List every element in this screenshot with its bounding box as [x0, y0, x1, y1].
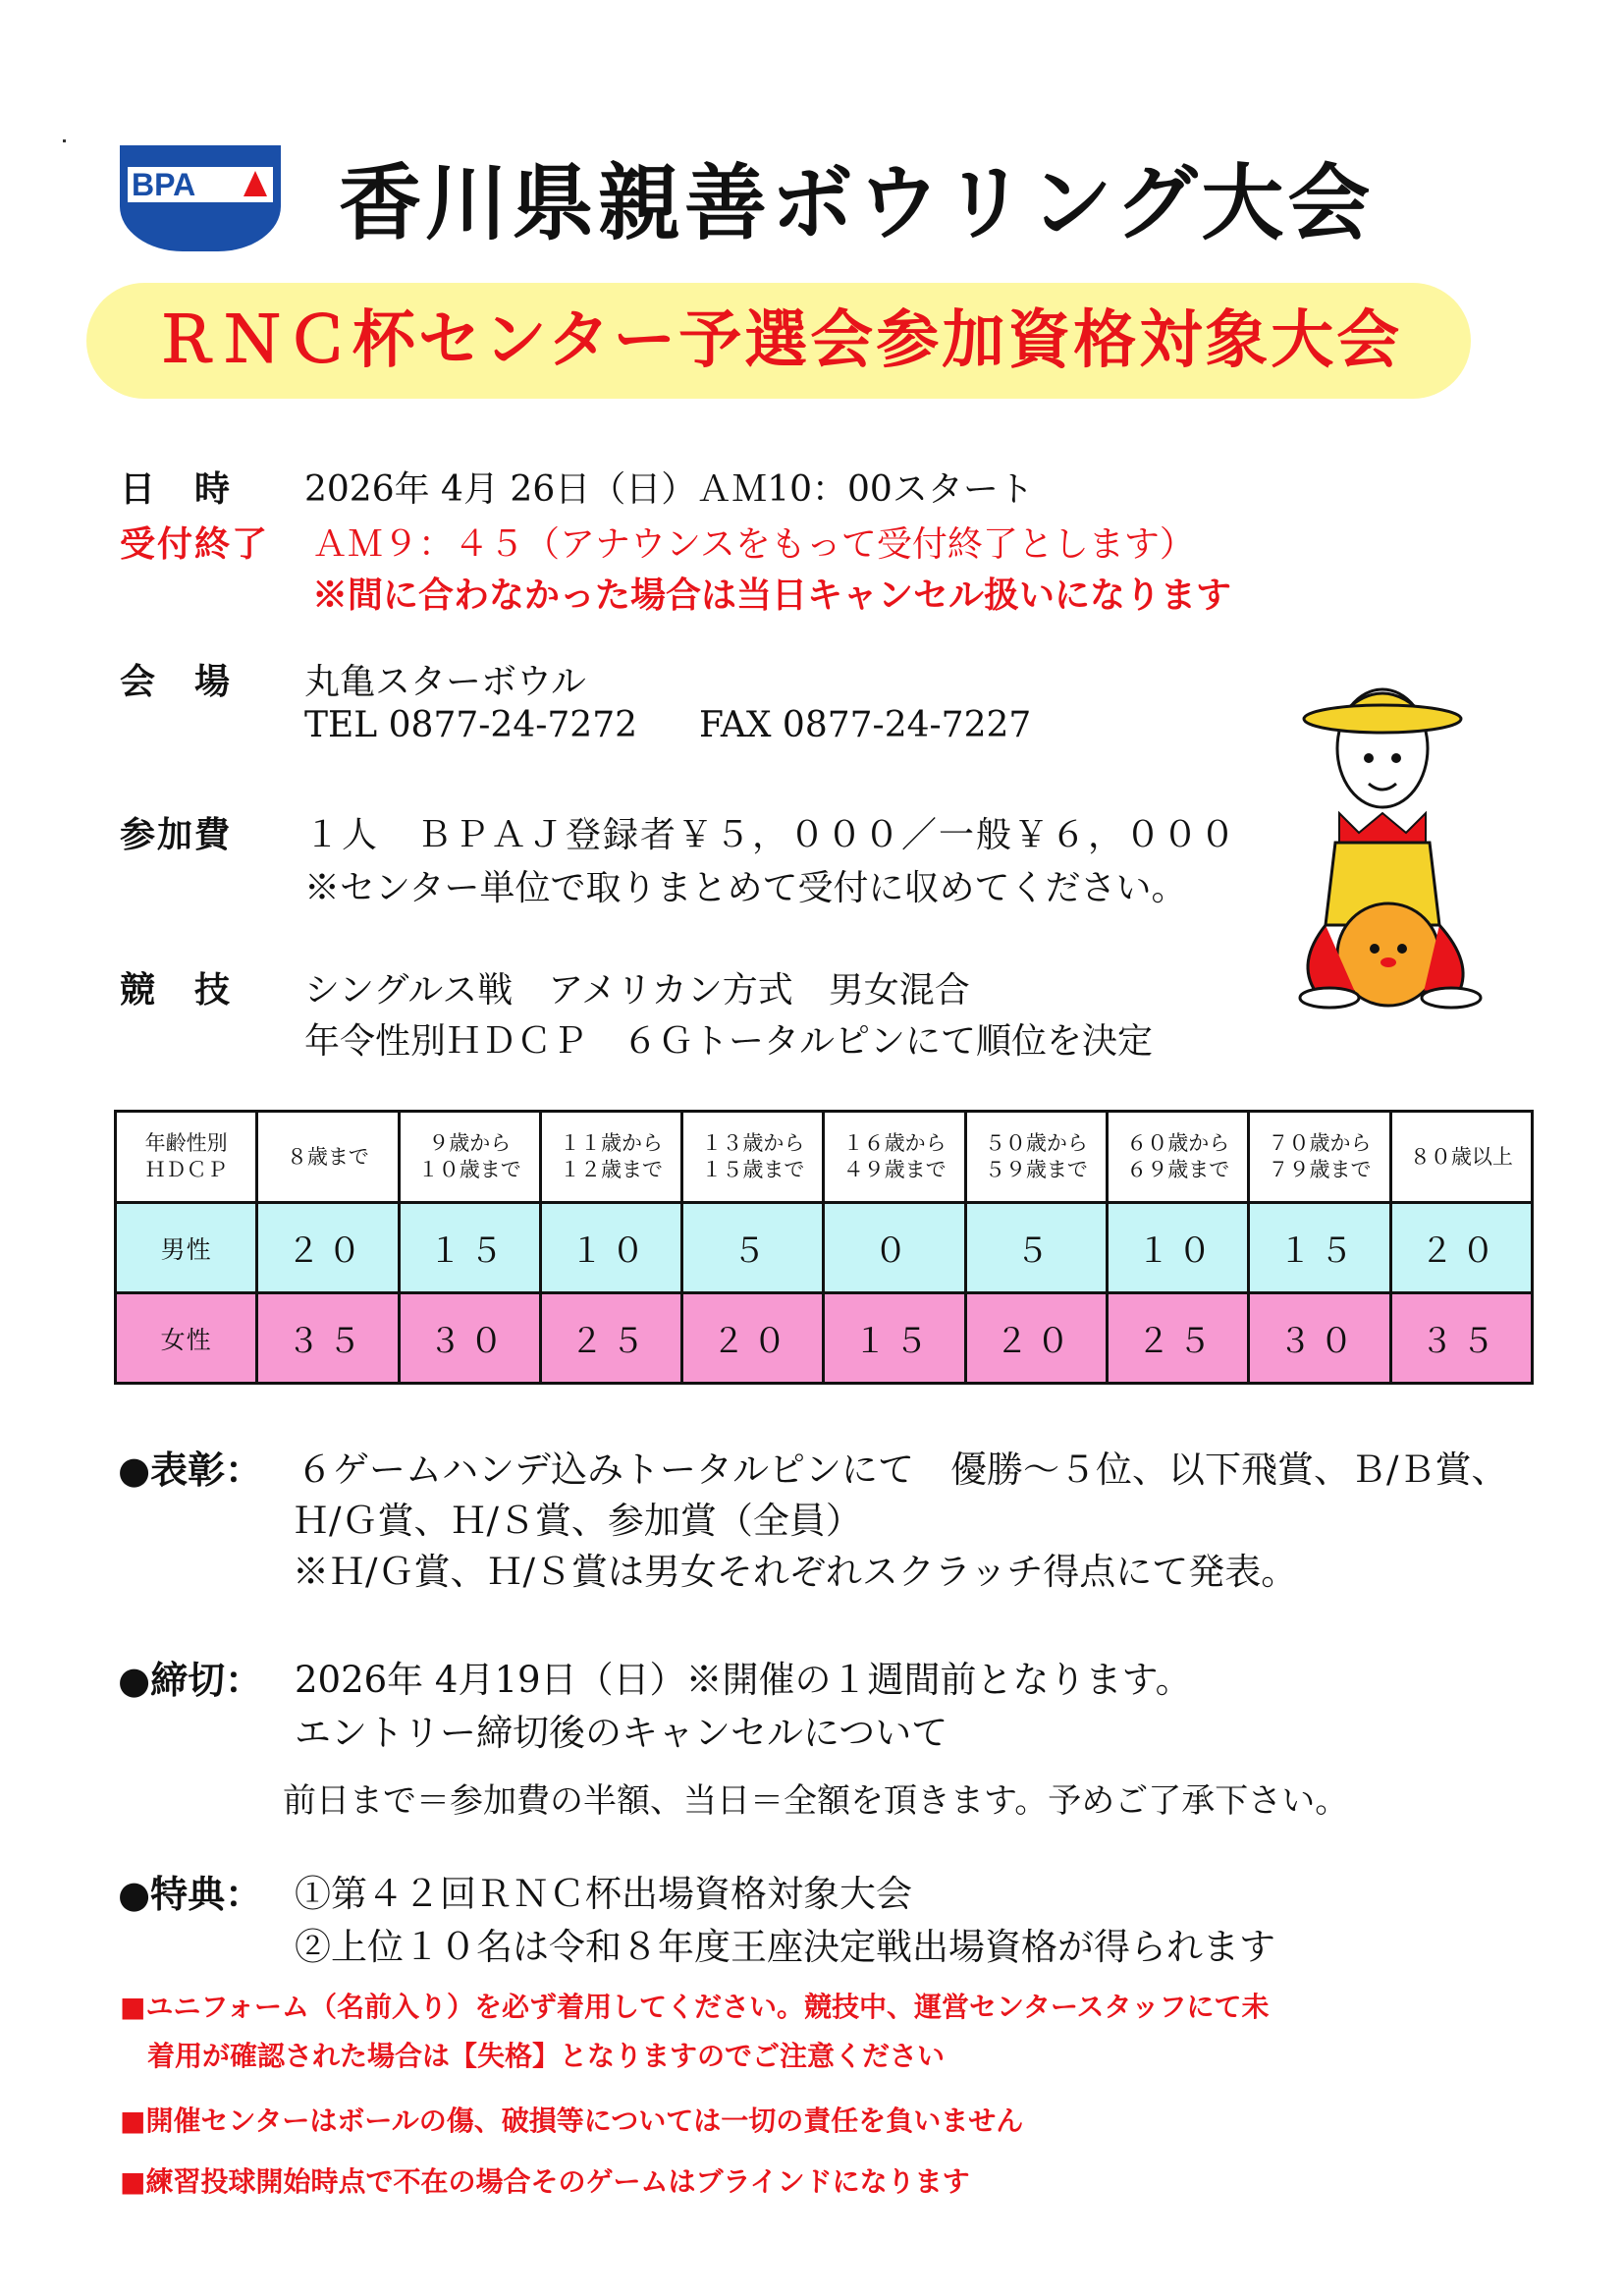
fee-note: ※センター単位で取りまとめて受付に収めてください。 — [304, 868, 1187, 908]
award-line-3: ※Ｈ/Ｇ賞、Ｈ/Ｓ賞は男女それぞれスクラッチ得点にて発表。 — [293, 1551, 1298, 1593]
hdcp-corner-cell — [116, 1112, 257, 1203]
hdcp-male-row — [116, 1203, 1533, 1293]
female-label: 女性 — [116, 1293, 257, 1384]
game-label: 競 技 — [120, 969, 233, 1011]
female-hdcp-cell: ３０ — [1249, 1293, 1390, 1384]
hdcp-female-row — [116, 1293, 1533, 1384]
fee-label: 参加費 — [120, 814, 233, 855]
male-hdcp-cell: １０ — [1108, 1203, 1249, 1293]
age-line-2: １２歳まで — [560, 1158, 664, 1181]
male-hdcp-cell: １５ — [399, 1203, 540, 1293]
male-hdcp-cell: ０ — [824, 1203, 965, 1293]
reception-value: ＡＭ９：４５（アナウンスをもって受付終了とします） — [312, 524, 1195, 565]
age-cell — [399, 1112, 540, 1203]
hdcp-table — [114, 1110, 1534, 1385]
reception-label: 受付終了 — [120, 523, 270, 565]
age-line-1: ６０歳から — [1126, 1131, 1230, 1155]
male-label: 男性 — [116, 1203, 257, 1293]
age-line-2: ４９歳まで — [842, 1158, 947, 1181]
age-line-1: １６歳から — [842, 1131, 947, 1155]
age-line-1: ７０歳から — [1268, 1131, 1372, 1155]
bowling-pin-mascot-illustration — [1267, 668, 1522, 1021]
bpaj-logo — [120, 145, 281, 251]
age-line-2: ５９歳まで — [984, 1158, 1088, 1181]
note-blind: ■練習投球開始時点で不在の場合そのゲームはブラインドになります — [120, 2165, 970, 2198]
age-cell — [824, 1112, 965, 1203]
corner-line-2: ＨＤＣＰ — [144, 1158, 228, 1181]
deadline-label: ●締切： — [118, 1658, 263, 1702]
bonus-line-1: ①第４２回ＲＮＣ杯出場資格対象大会 — [295, 1873, 912, 1915]
age-cell — [965, 1112, 1107, 1203]
deadline-line-2: エントリー締切後のキャンセルについて — [295, 1712, 948, 1754]
venue-fax: FAX 0877-24-7227 — [699, 705, 1032, 745]
note-uniform-2: 着用が確認された場合は【失格】となりますのでご注意ください — [147, 2040, 946, 2072]
age-cell — [1390, 1112, 1532, 1203]
age-line-1: １３歳から — [701, 1131, 805, 1155]
male-hdcp-cell: ５ — [682, 1203, 824, 1293]
award-line-1: ６ゲームハンデ込みトータルピンにて 優勝～５位、以下飛賞、Ｂ/Ｂ賞、 — [297, 1449, 1508, 1491]
deadline-line-1: 2026年 4月19日（日）※開催の１週間前となります。 — [295, 1659, 1192, 1701]
venue-name: 丸亀スターボウル — [304, 662, 586, 702]
age-line-2: １０歳まで — [417, 1158, 521, 1181]
age-line-1: １１歳から — [560, 1131, 664, 1155]
age-line-1: ５０歳から — [984, 1131, 1088, 1155]
female-hdcp-cell: ２０ — [682, 1293, 824, 1384]
age-cell — [682, 1112, 824, 1203]
page-title: 香川県親善ボウリング大会 — [339, 154, 1375, 251]
venue-label: 会 場 — [120, 661, 233, 702]
deadline-line-3: 前日まで＝参加費の半額、当日＝全額を頂きます。予めご了承下さい。 — [283, 1781, 1349, 1821]
award-label: ●表彰： — [118, 1448, 263, 1492]
age-line-1: ９歳から — [428, 1131, 512, 1155]
female-hdcp-cell: ２０ — [965, 1293, 1107, 1384]
date-label: 日 時 — [120, 468, 233, 510]
female-hdcp-cell: １５ — [824, 1293, 965, 1384]
stray-dot — [63, 139, 66, 142]
female-hdcp-cell: ２５ — [540, 1293, 681, 1384]
male-hdcp-cell: ２０ — [1390, 1203, 1532, 1293]
age-line-2: １５歳まで — [701, 1158, 805, 1181]
corner-line-1: 年齢性別 — [144, 1131, 228, 1155]
age-line-2: ７９歳まで — [1268, 1158, 1372, 1181]
male-hdcp-cell: １０ — [540, 1203, 681, 1293]
female-hdcp-cell: ３５ — [1390, 1293, 1532, 1384]
male-hdcp-cell: １５ — [1249, 1203, 1390, 1293]
age-line-1: ８歳まで — [286, 1144, 369, 1169]
note-liability: ■開催センターはボールの傷、破損等については一切の責任を負いません — [120, 2105, 1024, 2137]
age-line-2: ６９歳まで — [1126, 1158, 1230, 1181]
female-hdcp-cell: ３０ — [399, 1293, 540, 1384]
banner-title: ＲＮＣ杯センター予選会参加資格対象大会 — [154, 303, 1403, 377]
bonus-line-2: ②上位１０名は令和８年度王座決定戦出場資格が得られます — [295, 1926, 1275, 1968]
bonus-label: ●特典： — [118, 1872, 263, 1916]
female-hdcp-cell: ２５ — [1108, 1293, 1249, 1384]
note-uniform-1: ■ユニフォーム（名前入り）を必ず着用してください。競技中、運営センタースタッフにて未 — [120, 1991, 1270, 2023]
hdcp-header-row — [116, 1112, 1533, 1203]
male-hdcp-cell: ５ — [965, 1203, 1107, 1293]
age-cell — [1249, 1112, 1390, 1203]
logo-text: BPA — [132, 167, 196, 202]
date-value: 2026年 4月 26日（日）ＡＭ10：00スタート — [304, 469, 1034, 510]
age-cell — [257, 1112, 399, 1203]
game-value-1: シングルス戦 アメリカン方式 男女混合 — [304, 970, 970, 1011]
age-line-1: ８０歳以上 — [1409, 1144, 1513, 1169]
age-cell — [1108, 1112, 1249, 1203]
male-hdcp-cell: ２０ — [257, 1203, 399, 1293]
age-cell — [540, 1112, 681, 1203]
fee-value: １人 ＢＰＡＪ登録者￥５，０００／一般￥６，０００ — [304, 815, 1238, 855]
award-line-2: Ｈ/Ｇ賞、Ｈ/Ｓ賞、参加賞（全員） — [293, 1500, 862, 1542]
game-value-2: 年令性別ＨＤＣＰ ６Ｇトータルピンにて順位を決定 — [304, 1021, 1154, 1062]
reception-note: ※間に合わなかった場合は当日キャンセル扱いになります — [312, 574, 1232, 616]
venue-tel: TEL 0877-24-7272 — [304, 705, 638, 745]
female-hdcp-cell: ３５ — [257, 1293, 399, 1384]
